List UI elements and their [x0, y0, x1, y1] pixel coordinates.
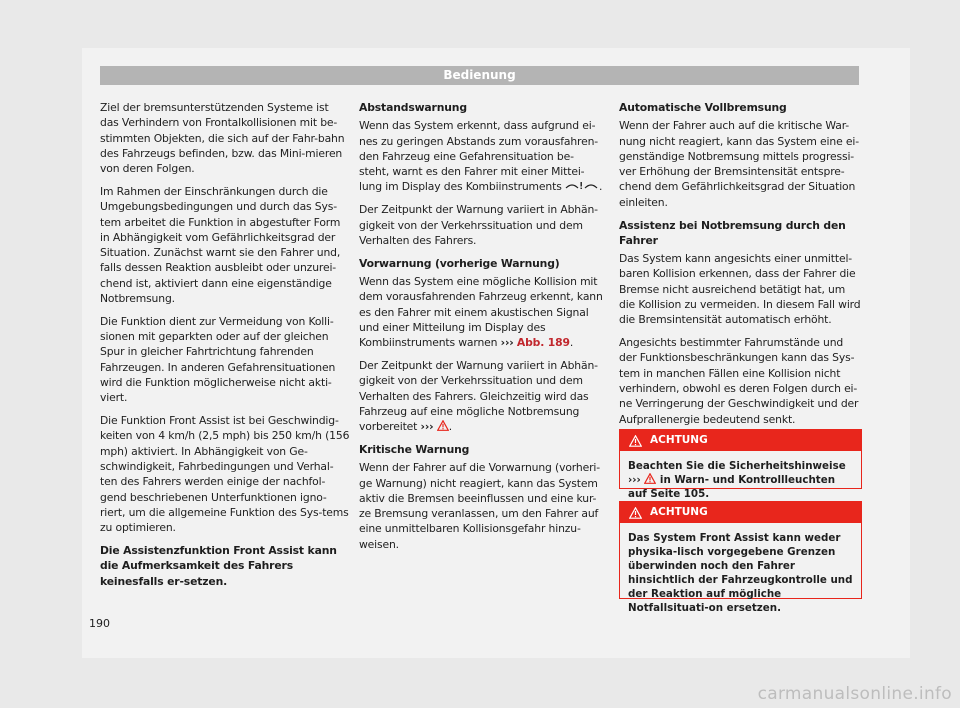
paragraph: Die Funktion Front Assist ist bei Geschwindig-keiten von 4 km/h (2,5 mph) bis 250 km/h (156 mph) aktiviert. In Abhängigkeit von Ge-schwindigkeit, Fahrbedingungen und Verhal-ten des Fahrers werden einige der nachfol-gend beschriebenen Unterfunktionen igno-riert, um die allgemeine Funktion des Sys-tems zu optimieren.: [100, 414, 350, 535]
paragraph: Der Zeitpunkt der Warnung variiert in Abhän-gigkeit von der Verkehrssituation und dem Verhalten des Fahrers.: [359, 203, 598, 247]
paragraph-text: Wenn das System eine mögliche Kollision mit dem vorausfahrenden Fahrzeug erkennt, kann es den Fahrer mit einem akustischen Signal und einer Mitteilung im Display des Kombiinstruments warnen: [359, 274, 603, 350]
distance-warning-icon: [565, 181, 599, 190]
warning-triangle-icon[interactable]: [437, 420, 449, 431]
page-header: Bedienung: [100, 66, 859, 85]
period: .: [448, 420, 453, 434]
period: .: [598, 180, 603, 194]
reference-arrows: ›››: [500, 336, 514, 350]
section-heading: Automatische Vollbremsung: [619, 101, 787, 114]
figure-link[interactable]: Abb. 189: [516, 336, 570, 350]
warning-triangle-icon: [629, 435, 642, 447]
section-heading: Kritische Warnung: [359, 442, 470, 456]
column-left: [100, 100, 350, 596]
paragraph: Im Rahmen der Einschränkungen durch die Umgebungsbedingungen und durch das Sys-tem arbeitet die Funktion in abgestufter Form in Abhängigkeit vom Gefährlichkeitsgrad der Situation. Zunächst warnt sie den Fahrer und, falls dessen Reaktion ausbleibt oder unzurei-chend ist, aktiviert dann eine eigenständige Notbremsung.: [100, 184, 341, 306]
warning-text: in Warn- und Kontrollleuchten auf Seite 105.: [628, 474, 836, 500]
warning-box-title: ACHTUNG: [650, 434, 708, 446]
paragraph: Wenn der Fahrer auf die Vorwarnung (vorheri-ge Warnung) nicht reagiert, kann das System aktiv die Bremsen beeinflussen und eine kur-ze Bremsung veranlassen, um den Fahrer auf eine unmittelbaren Kollisionsgefahr hinzu-weisen.: [359, 461, 600, 551]
page-number: 190: [89, 617, 110, 630]
paragraph: Die Funktion dient zur Vermeidung von Kolli-sionen mit geparkten oder auf der gleichen Spur in gleicher Fahrtrichtung fahrenden Fahrzeugen. In anderen Gefahrensituationen wird die Funktion möglicherweise nicht akti-viert.: [100, 314, 336, 405]
warning-triangle-icon[interactable]: [644, 473, 656, 484]
paragraph: Ziel der bremsunterstützenden Systeme ist das Verhindern von Frontalkollisionen mit be-stimmten Objekten, die sich auf der Fahr-bahn des Fahrzeugs befinden, bzw. das Mini-mieren von deren Folgen.: [100, 101, 345, 176]
paragraph-text: Wenn das System erkennt, dass aufgrund ei-nes zu geringen Abstands zum vorausfahren-den Fahrzeug eine Gefahrensituation be-steht, warnt es den Fahrer mit einer Mittei-lung im Display des Kombiinstruments: [359, 119, 599, 194]
paragraph: Wenn der Fahrer auch auf die kritische War-nung nicht reagiert, kann das System eine ei-genständige Notbremsung mittels progressi-ver Erhöhung der Bremsintensität entspre-chend dem Gefährlichkeitsgrad der Situation einleiten.: [619, 119, 859, 209]
paragraph: Das System kann angesichts einer unmittel-baren Kollision erkennen, dass der Fahrer die Bremse nicht ausreichend betätigt hat, um die Kollision zu vermeiden. In diesem Fall wird die Bremsintensität automatisch erhöht.: [619, 252, 861, 327]
warning-box-title: ACHTUNG: [650, 506, 708, 518]
section-heading: Assistenz bei Notbremsung durch den Fahrer: [619, 218, 846, 247]
warning-triangle-icon: [629, 507, 642, 519]
warning-box-header: [620, 502, 861, 523]
reference-arrows: ›››: [628, 474, 641, 486]
warning-box: [619, 429, 862, 500]
paragraph-emphasis: Die Assistenzfunktion Front Assist kann die Aufmerksamkeit des Fahrers keinesfalls er-setzen.: [100, 544, 337, 588]
paragraph: [359, 118, 603, 194]
column-middle: [359, 100, 603, 560]
watermark: carmanualsonline.info: [757, 684, 952, 704]
section-heading: Abstandswarnung: [359, 101, 467, 114]
paragraph: [359, 274, 603, 350]
section-heading: Vorwarnung (vorherige Warnung): [359, 256, 560, 270]
warning-text: Beachten Sie die Sicherheitshinweise: [628, 460, 846, 472]
reference-arrows: ›››: [420, 420, 434, 434]
warning-box-body: Das System Front Assist kann weder physika-lisch vorgegebene Grenzen überwinden noch den Fahrer hinsichtlich der Fahrzeugkontrolle und der Reaktion auf mögliche Notfallsituati-on ersetzen.: [628, 532, 853, 614]
column-right: [619, 100, 861, 434]
paragraph-text: Der Zeitpunkt der Warnung variiert in Abhän-gigkeit von der Verkehrssituation und dem Verhalten des Fahrers. Gleichzeitig wird das Fahrzeug auf eine mögliche Notbremsung vorbereitet: [359, 358, 598, 434]
period: .: [569, 336, 574, 350]
warning-box: [619, 501, 862, 614]
warning-box-header: [620, 430, 861, 451]
paragraph: Angesichts bestimmter Fahrumstände und der Funktionsbeschränkungen kann das Sys-tem in manchen Fällen eine Kollision nicht verhindern, obwohl es deren Folgen durch ei-ne Verringerung der Geschwindigkeit und der Aufprallenergie bedeutend senkt.: [619, 336, 859, 426]
paragraph: [359, 358, 603, 434]
